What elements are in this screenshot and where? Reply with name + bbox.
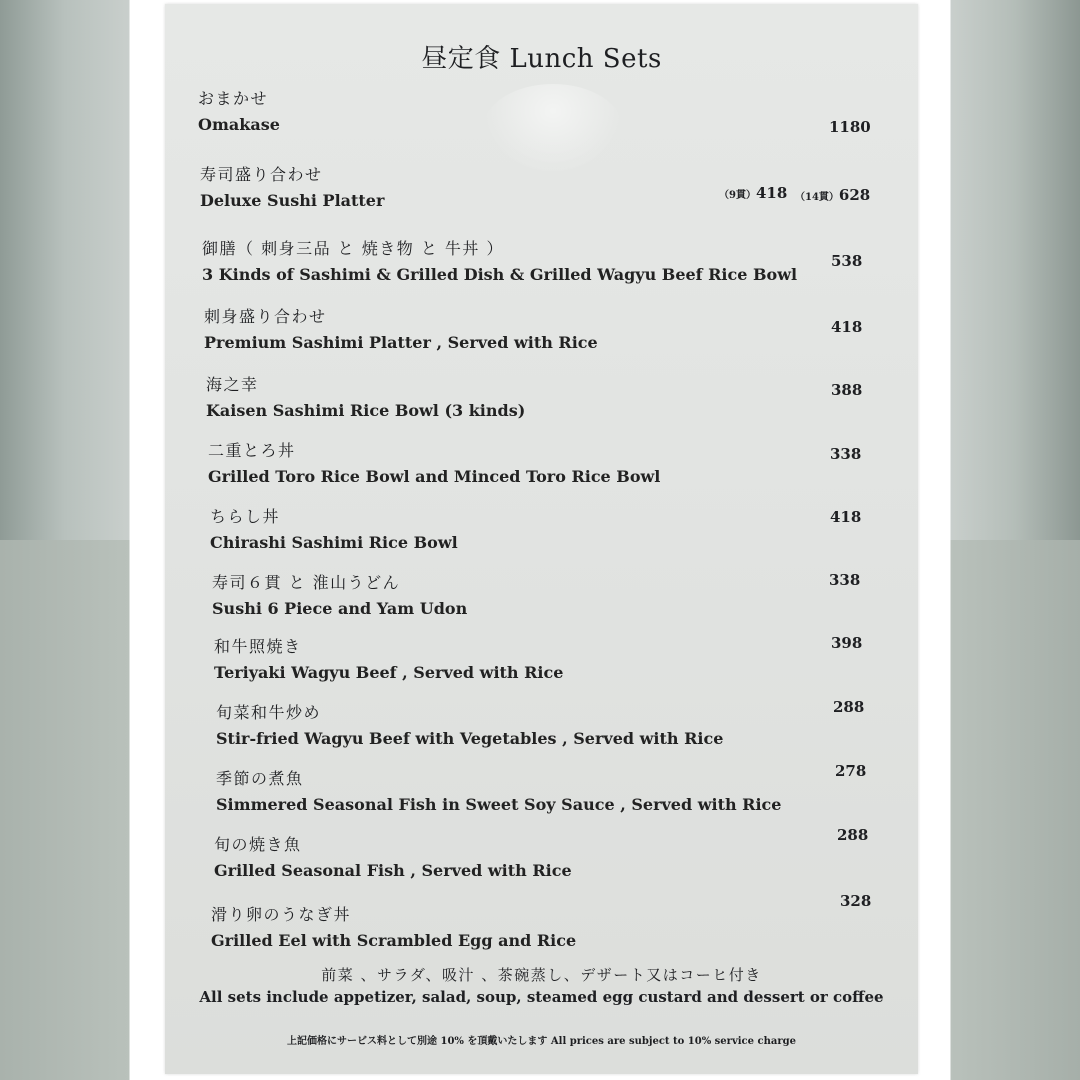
item-name-en: Grilled Eel with Scrambled Egg and Rice [211,931,577,950]
item-price: 388 [831,381,863,399]
item-price: 398 [831,634,863,652]
item-name-jp: 季節の煮魚 [216,769,304,788]
item-price-14-pieces [795,186,870,204]
price-value: 628 [838,186,871,204]
menu-item-simmered-fish [216,768,781,816]
menu-item-grilled-fish [214,834,572,882]
menu-title: 昼定食 Lunch Sets [421,44,662,74]
menu-item-kaisen [206,374,525,422]
item-name-en: Chirashi Sashimi Rice Bowl [210,533,458,552]
menu-item-chirashi [210,506,458,554]
menu-item-gozen [202,238,797,286]
item-name-jp: 寿司６貫 と 淮山うどん [212,573,401,592]
item-price: 538 [831,252,863,270]
item-name-en: Grilled Toro Rice Bowl and Minced Toro Rice Bowl [208,467,661,486]
item-name-jp: 滑り卵のうなぎ丼 [211,905,352,924]
price-note: （9貫） [719,190,756,201]
item-price: 278 [835,762,867,780]
item-name-jp: 海之幸 [206,375,259,394]
menu-card [165,4,918,1074]
menu-item-double-toro-bowl [208,440,660,488]
item-name-jp: 旬の焼き魚 [214,835,302,854]
item-name-en: Simmered Seasonal Fish in Sweet Soy Sauce , Served with Rice [216,795,782,814]
item-price: 288 [833,698,865,716]
item-name-en: Teriyaki Wagyu Beef , Served with Rice [214,663,564,682]
item-name-en: Sushi 6 Piece and Yam Udon [212,599,468,618]
menu-item-stir-fried-wagyu [216,702,723,750]
item-price: 288 [837,826,869,844]
item-name-en: Kaisen Sashimi Rice Bowl (3 kinds) [206,401,526,420]
footer-includes-jp: 前菜 、サラダ、吸汁 、茶碗蒸し、デザート又はコーヒ付き [321,966,762,984]
item-name-jp: 旬菜和牛炒め [216,703,322,722]
item-price: 338 [829,571,861,589]
item-name-jp: ちらし丼 [210,507,281,526]
menu-item-premium-sashimi-platter [204,306,598,354]
service-charge-note: 上記価格にサービス料として別途 10% を頂戴いたします All prices are subject to 10% service charge [287,1036,796,1047]
price-note: （14貫） [795,192,839,203]
item-name-en: Stir-fried Wagyu Beef with Vegetables , Served with Rice [216,729,724,748]
item-name-jp: 二重とろ丼 [208,441,296,460]
item-price: 1180 [829,118,871,136]
item-price: 338 [830,445,862,463]
item-name-jp: おまかせ [198,89,269,108]
item-name-en: 3 Kinds of Sashimi & Grilled Dish & Grilled Wagyu Beef Rice Bowl [202,265,798,284]
item-name-en: Omakase [198,115,280,134]
menu-item-sushi-yam-udon [212,572,467,620]
item-price: 418 [831,318,863,336]
item-name-jp: 刺身盛り合わせ [204,307,327,326]
item-price-9-pieces [719,184,787,202]
menu-item-eel-egg-bowl [211,904,576,952]
item-name-jp: 寿司盛り合わせ [200,165,323,184]
item-name-en: Premium Sashimi Platter , Served with Rice [204,333,598,352]
footer-includes-en: All sets include appetizer, salad, soup, steamed egg custard and dessert or coffee [199,988,884,1006]
item-name-en: Grilled Seasonal Fish , Served with Rice [214,861,572,880]
item-name-en: Deluxe Sushi Platter [200,191,385,210]
item-name-jp: 和牛照焼き [214,637,302,656]
menu-item-omakase [198,88,280,136]
item-price: 418 [830,508,862,526]
paper-fold-highlight [483,84,623,174]
menu-item-deluxe-sushi-platter [200,164,384,212]
price-value: 418 [755,184,788,202]
menu-item-teriyaki-wagyu [214,636,563,684]
item-name-jp: 御膳（ 刺身三品 と 焼き物 と 牛丼 ） [202,239,505,258]
item-price: 328 [840,892,872,910]
